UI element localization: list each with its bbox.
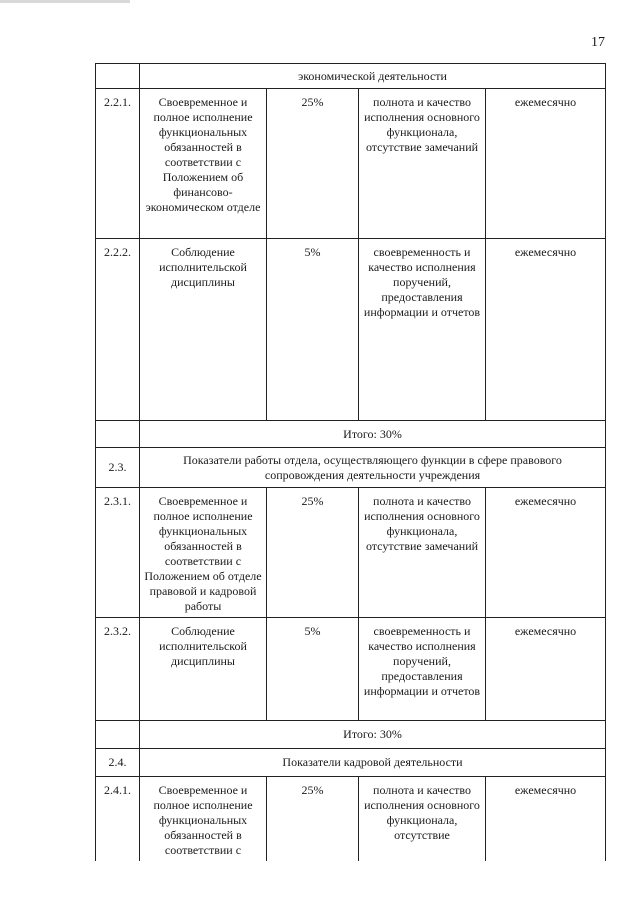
table-row [96,488,606,618]
weight-value: 25% [267,777,359,862]
scan-edge-mark [0,0,130,3]
row-number-cell [96,421,140,448]
indicator-text: полнота и качество исполнения основного функционала, отсутствие замечаний [359,89,486,239]
page-number: 17 [591,35,605,50]
frequency-text: ежемесячно [486,618,606,721]
table-row [96,749,606,777]
criterion-text: Своевременное и полное исполнение функциональных обязанностей в соответствии с Положением об отделе правовой и кадровой работы [140,488,267,618]
item-number: 2.3.2. [96,618,140,721]
table-row [96,89,606,239]
frequency-text: ежемесячно [486,777,606,862]
table-row [96,618,606,721]
frequency-text: ежемесячно [486,89,606,239]
weight-value: 5% [267,239,359,421]
total-cell: Итого: 30% [140,421,606,448]
row-number-cell [96,64,140,89]
item-number: 2.2.1. [96,89,140,239]
section-number: 2.4. [96,749,140,777]
criterion-text: Соблюдение исполнительской дисциплины [140,239,267,421]
table-row [96,721,606,749]
criterion-text: Своевременное и полное исполнение функциональных обязанностей в соответствии с [140,777,267,862]
item-number: 2.4.1. [96,777,140,862]
weight-value: 25% [267,89,359,239]
frequency-text: ежемесячно [486,239,606,421]
criteria-table [95,63,606,861]
frequency-text: ежемесячно [486,488,606,618]
weight-value: 25% [267,488,359,618]
criterion-text: Своевременное и полное исполнение функциональных обязанностей в соответствии с Положением об финансово-экономическом отделе [140,89,267,239]
table-row [96,777,606,862]
indicator-text: своевременность и качество исполнения поручений, предоставления информации и отчетов [359,239,486,421]
section-header-cell: экономической деятельности [140,64,606,89]
table-row [96,448,606,488]
item-number: 2.3.1. [96,488,140,618]
section-number: 2.3. [96,448,140,488]
total-cell: Итого: 30% [140,721,606,749]
indicator-text: полнота и качество исполнения основного функционала, отсутствие замечаний [359,488,486,618]
weight-value: 5% [267,618,359,721]
row-number-cell [96,721,140,749]
section-title: Показатели кадровой деятельности [140,749,606,777]
criterion-text: Соблюдение исполнительской дисциплины [140,618,267,721]
table-row [96,421,606,448]
indicator-text: полнота и качество исполнения основного функционала, отсутствие [359,777,486,862]
section-title: Показатели работы отдела, осуществляющего функции в сфере правового сопровождения деятельности учреждения [140,448,606,488]
table-row [96,64,606,89]
table-row [96,239,606,421]
indicator-text: своевременность и качество исполнения поручений, предоставления информации и отчетов [359,618,486,721]
item-number: 2.2.2. [96,239,140,421]
